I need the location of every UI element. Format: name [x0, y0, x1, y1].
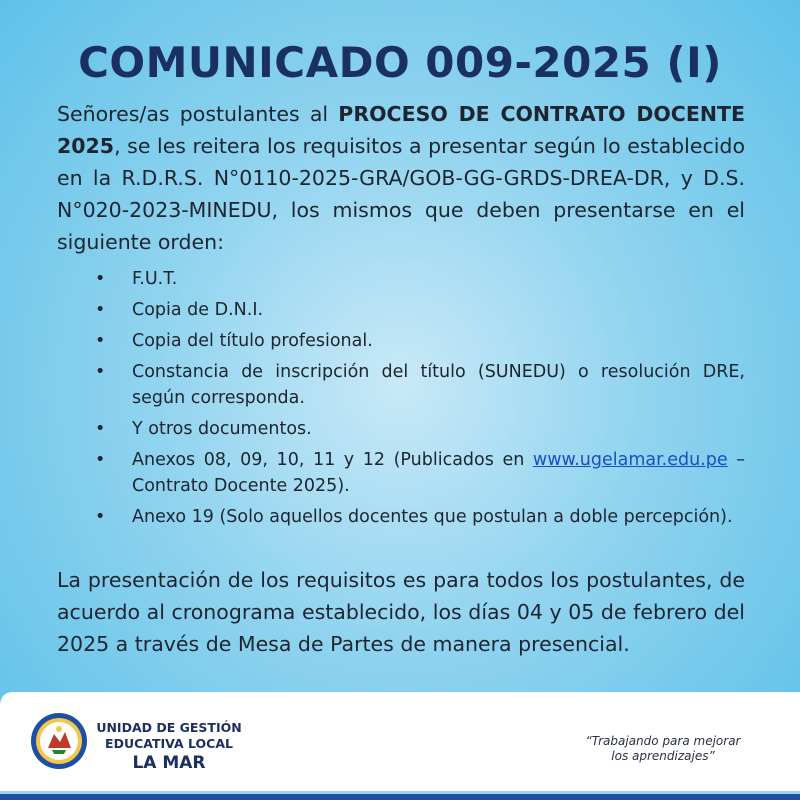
list-item: [57, 416, 745, 442]
bullet-icon: •: [95, 331, 106, 351]
ugel-seal-icon: [30, 712, 88, 770]
requirement-text: Constancia de inscripción del título (SUNEDU) o resolución DRE, según corresponda.: [132, 362, 745, 408]
org-name-line3: LA MAR: [132, 753, 206, 773]
list-item: [57, 297, 745, 323]
closing-paragraph: La presentación de los requisitos es para todos los postulantes, de acuerdo al cronograma establecido, los días 04 y 05 de febrero del 2025 a través de Mesa de Partes de manera presencial.: [57, 568, 745, 656]
requirement-text: Copia de D.N.I.: [132, 300, 264, 320]
process-name: PROCESO DE CONTRATO DOCENTE 2025: [57, 102, 745, 158]
ugel-website-link[interactable]: www.ugelamar.edu.pe: [532, 450, 728, 470]
bullet-icon: •: [95, 300, 106, 320]
list-item: [57, 266, 745, 292]
requirement-text: Y otros documentos.: [132, 419, 312, 439]
list-item: [57, 504, 745, 530]
intro-paragraph: [57, 98, 745, 258]
requirement-text: Copia del título profesional.: [132, 331, 373, 351]
intro-text-end: , se les reitera los requisitos a presentar según lo establecido en la R.D.R.S. N°0110-2025-GRA/GOB-GG-GRDS-DREA-DR, y D.S. N°020-2023-MINEDU, los mismos que deben presentarse en el siguiente orden:: [57, 134, 745, 254]
requirement-text: F.U.T.: [132, 269, 178, 289]
intro-text-start: Señores/as postulantes al: [57, 102, 339, 126]
bullet-icon: •: [95, 419, 106, 439]
org-name-line2: EDUCATIVA LOCAL: [105, 736, 233, 751]
footer: [0, 692, 800, 800]
page-title: COMUNICADO 009-2025 (I): [78, 38, 722, 87]
bullet-icon: •: [95, 269, 106, 289]
annex-suffix: – Contrato Docente 2025).: [132, 450, 745, 496]
bullet-icon: •: [95, 507, 106, 527]
list-item: [57, 447, 745, 499]
bullet-icon: •: [95, 450, 106, 470]
requirements-list: [57, 266, 745, 535]
slogan: [578, 734, 748, 764]
bullet-icon: •: [95, 362, 106, 382]
requirement-text: Anexos 08, 09, 10, 11 y 12 (Publicados en: [132, 450, 533, 470]
slogan-line2: los aprendizajes”: [611, 749, 715, 763]
org-name-line1: UNIDAD DE GESTIÓN: [96, 720, 242, 735]
slogan-line1: “Trabajando para mejorar: [585, 734, 741, 748]
list-item: [57, 328, 745, 354]
requirement-text: Anexo 19 (Solo aquellos docentes que postulan a doble percepción).: [132, 507, 733, 527]
organization-name: [94, 720, 244, 774]
list-item: [57, 359, 745, 411]
